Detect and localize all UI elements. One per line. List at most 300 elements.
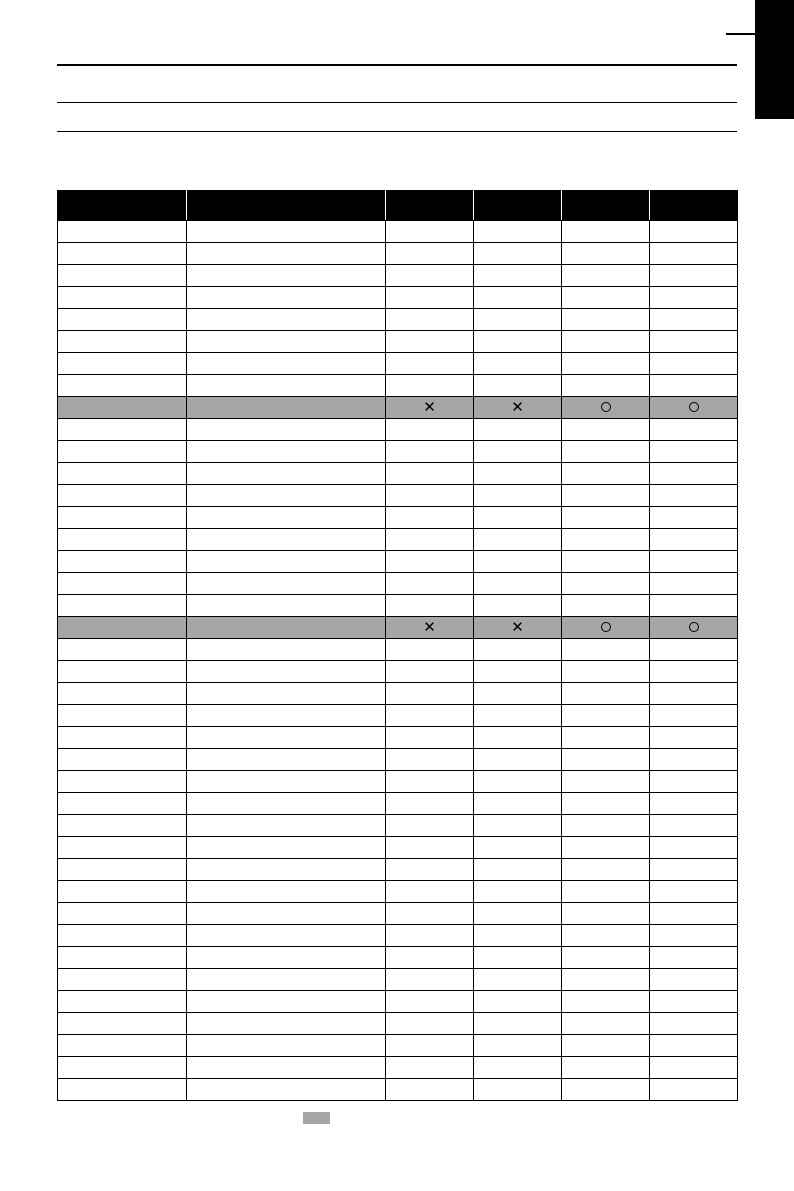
table-cell [562, 397, 650, 419]
table-cell [650, 1035, 738, 1057]
header-cell [474, 191, 562, 221]
table-cell [474, 573, 562, 595]
table-row [58, 903, 738, 925]
table-cell [474, 837, 562, 859]
table-cell [386, 1013, 474, 1035]
table-row [58, 969, 738, 991]
table-cell [650, 287, 738, 309]
middle-rule [57, 102, 737, 103]
table-cell [474, 1013, 562, 1035]
table-cell [386, 1079, 474, 1101]
table-cell [650, 507, 738, 529]
table-cell [474, 705, 562, 727]
table-cell [58, 309, 187, 331]
table-cell [474, 221, 562, 243]
table-cell [562, 353, 650, 375]
table-cell [187, 991, 386, 1013]
table-cell [650, 661, 738, 683]
table-cell [58, 551, 187, 573]
table-cell [650, 881, 738, 903]
table-cell [650, 969, 738, 991]
table-cell [386, 771, 474, 793]
table-row [58, 221, 738, 243]
table-cell [562, 749, 650, 771]
table-cell [187, 353, 386, 375]
table-cell [386, 331, 474, 353]
table-cell [187, 529, 386, 551]
table-cell [187, 309, 386, 331]
table-row [58, 793, 738, 815]
table-cell [562, 661, 650, 683]
table-row [58, 573, 738, 595]
table-cell [474, 551, 562, 573]
table-cell [187, 793, 386, 815]
table-cell [386, 397, 474, 419]
table-cell [386, 375, 474, 397]
table-cell [562, 837, 650, 859]
table-cell [386, 243, 474, 265]
table-cell [187, 683, 386, 705]
table-cell [58, 749, 187, 771]
table-cell [562, 1013, 650, 1035]
table-cell [474, 661, 562, 683]
table-cell [650, 925, 738, 947]
table-row [58, 859, 738, 881]
table-cell [474, 639, 562, 661]
table-row [58, 1035, 738, 1057]
table-cell [562, 441, 650, 463]
table-cell [474, 485, 562, 507]
table-cell [386, 463, 474, 485]
page-number-marker [303, 1112, 330, 1124]
table-cell [58, 529, 187, 551]
table-cell [386, 881, 474, 903]
table-cell [562, 265, 650, 287]
table-cell [562, 485, 650, 507]
table-cell [562, 727, 650, 749]
lower-rule [57, 131, 737, 132]
table-row [58, 947, 738, 969]
circle-mark-icon [601, 402, 611, 412]
side-section-tab [755, 0, 794, 119]
table-cell [187, 771, 386, 793]
table-cell [386, 1035, 474, 1057]
table-cell [474, 507, 562, 529]
table-row [58, 375, 738, 397]
table-cell [187, 881, 386, 903]
table-cell [58, 771, 187, 793]
table-cell [650, 419, 738, 441]
table-cell [58, 397, 187, 419]
header-cell [650, 191, 738, 221]
table-cell [386, 925, 474, 947]
table-cell [58, 1079, 187, 1101]
table-cell [386, 815, 474, 837]
table-cell [386, 749, 474, 771]
table-row [58, 485, 738, 507]
table-cell [187, 661, 386, 683]
table-cell [474, 815, 562, 837]
table-cell [187, 419, 386, 441]
table-cell [58, 639, 187, 661]
table-cell [187, 221, 386, 243]
header-cell [58, 191, 187, 221]
table-cell [474, 529, 562, 551]
table-row [58, 815, 738, 837]
table-cell [650, 947, 738, 969]
table-cell [474, 331, 562, 353]
table-cell [562, 375, 650, 397]
table-cell [562, 507, 650, 529]
table-cell [58, 793, 187, 815]
table-cell [474, 1035, 562, 1057]
table-row [58, 551, 738, 573]
table-cell [650, 1057, 738, 1079]
table-cell [386, 837, 474, 859]
table-cell [650, 749, 738, 771]
table-cell [58, 1057, 187, 1079]
table-row [58, 617, 738, 639]
table-cell [474, 1057, 562, 1079]
table-cell [386, 991, 474, 1013]
cross-mark-icon: ✕ [511, 397, 524, 416]
circle-mark-icon [601, 622, 611, 632]
table-row [58, 925, 738, 947]
table-cell [187, 639, 386, 661]
table-cell [386, 639, 474, 661]
table-row [58, 397, 738, 419]
header-cell [187, 191, 386, 221]
table-cell [187, 1035, 386, 1057]
table-row [58, 507, 738, 529]
table-row [58, 749, 738, 771]
table-cell [58, 727, 187, 749]
table-cell [562, 331, 650, 353]
table-cell [386, 705, 474, 727]
table-cell [58, 991, 187, 1013]
table-cell [474, 617, 562, 639]
table-cell [386, 947, 474, 969]
table-cell [474, 683, 562, 705]
table-row [58, 309, 738, 331]
table-cell [58, 375, 187, 397]
table-cell [386, 309, 474, 331]
table-cell [58, 881, 187, 903]
table-cell [187, 969, 386, 991]
table-cell [386, 793, 474, 815]
table-cell [650, 243, 738, 265]
table-cell [58, 265, 187, 287]
table-cell [386, 419, 474, 441]
table-cell [474, 397, 562, 419]
table-row [58, 463, 738, 485]
table-row [58, 441, 738, 463]
table-cell [650, 331, 738, 353]
table-cell [474, 243, 562, 265]
table-cell [562, 1035, 650, 1057]
table-cell [58, 1035, 187, 1057]
table-cell [58, 661, 187, 683]
table-cell [187, 243, 386, 265]
table-row [58, 837, 738, 859]
table-cell [58, 925, 187, 947]
table-cell [187, 1079, 386, 1101]
table-cell [58, 1013, 187, 1035]
table-cell [187, 287, 386, 309]
table-cell [187, 617, 386, 639]
table-row [58, 881, 738, 903]
table-cell [650, 573, 738, 595]
table-cell [474, 727, 562, 749]
table-cell [474, 595, 562, 617]
table-cell [562, 991, 650, 1013]
table-cell [58, 705, 187, 727]
table-cell [650, 551, 738, 573]
table-cell [187, 441, 386, 463]
table-cell [562, 287, 650, 309]
table-cell [187, 925, 386, 947]
table-cell [187, 1013, 386, 1035]
table-cell [474, 749, 562, 771]
table-cell [650, 771, 738, 793]
table-cell [562, 595, 650, 617]
table-cell [386, 661, 474, 683]
table-cell [58, 815, 187, 837]
table-cell [187, 1057, 386, 1079]
table-cell [650, 793, 738, 815]
table-cell [562, 881, 650, 903]
table-cell [58, 485, 187, 507]
table-cell [386, 617, 474, 639]
table-cell [187, 331, 386, 353]
table-cell [58, 463, 187, 485]
header-cell [386, 191, 474, 221]
table-cell [650, 837, 738, 859]
table-cell [187, 573, 386, 595]
cross-mark-icon: ✕ [423, 397, 436, 416]
table-cell [58, 353, 187, 375]
table-cell [650, 683, 738, 705]
table-cell [187, 595, 386, 617]
table-cell [58, 507, 187, 529]
table-cell [58, 595, 187, 617]
table-cell [562, 617, 650, 639]
table-cell [562, 683, 650, 705]
table-row [58, 1013, 738, 1035]
table-cell [58, 617, 187, 639]
table-cell [650, 815, 738, 837]
table-cell [650, 353, 738, 375]
table-cell [562, 463, 650, 485]
table-cell [187, 551, 386, 573]
table-cell [562, 1079, 650, 1101]
table-cell [386, 595, 474, 617]
table-cell [562, 243, 650, 265]
table-cell [562, 529, 650, 551]
cross-mark-icon: ✕ [423, 617, 436, 636]
table-cell [650, 485, 738, 507]
table-cell [562, 771, 650, 793]
table-cell [386, 507, 474, 529]
table-cell [187, 397, 386, 419]
table-cell [58, 573, 187, 595]
table-row [58, 353, 738, 375]
table-cell [562, 309, 650, 331]
table-cell [58, 287, 187, 309]
table-cell [474, 441, 562, 463]
table-cell [650, 221, 738, 243]
table-cell [650, 859, 738, 881]
table-cell [474, 925, 562, 947]
table-row [58, 529, 738, 551]
table-cell [474, 375, 562, 397]
table-cell [562, 815, 650, 837]
table-cell [650, 375, 738, 397]
table-cell [58, 221, 187, 243]
table-cell [386, 287, 474, 309]
table-cell [650, 903, 738, 925]
table-cell [187, 837, 386, 859]
table-cell [650, 1013, 738, 1035]
table-cell [474, 771, 562, 793]
table-cell [58, 947, 187, 969]
table-cell [562, 551, 650, 573]
table-cell [650, 441, 738, 463]
spec-table [57, 190, 738, 1101]
table-row [58, 595, 738, 617]
table-cell [58, 859, 187, 881]
table-cell [386, 573, 474, 595]
table-cell [187, 485, 386, 507]
table-cell [386, 969, 474, 991]
table-cell [650, 595, 738, 617]
table-row [58, 683, 738, 705]
table-cell [650, 463, 738, 485]
table-cell [187, 265, 386, 287]
table-row [58, 1057, 738, 1079]
table-cell [187, 507, 386, 529]
table-cell [474, 419, 562, 441]
table-row [58, 265, 738, 287]
table-cell [562, 639, 650, 661]
circle-mark-icon [689, 622, 699, 632]
table-cell [562, 1057, 650, 1079]
table-cell [650, 265, 738, 287]
table-cell [650, 727, 738, 749]
table-row [58, 705, 738, 727]
table-header-row [58, 191, 738, 221]
table-cell [187, 815, 386, 837]
table-cell [187, 705, 386, 727]
table-cell [474, 265, 562, 287]
table-cell [650, 617, 738, 639]
table-cell [562, 705, 650, 727]
table-cell [58, 683, 187, 705]
table-cell [650, 705, 738, 727]
table-cell [386, 529, 474, 551]
table-row [58, 639, 738, 661]
table-cell [562, 903, 650, 925]
table-cell [58, 441, 187, 463]
table-cell [474, 309, 562, 331]
table-cell [562, 419, 650, 441]
table-cell [187, 727, 386, 749]
table-cell [562, 859, 650, 881]
table-row [58, 661, 738, 683]
table-cell [474, 1079, 562, 1101]
table-cell [386, 859, 474, 881]
table-cell [58, 969, 187, 991]
table-row [58, 331, 738, 353]
table-cell [386, 551, 474, 573]
table-cell [187, 903, 386, 925]
table-cell [474, 969, 562, 991]
table-cell [386, 221, 474, 243]
table-cell [386, 441, 474, 463]
table-cell [187, 859, 386, 881]
table-cell [650, 309, 738, 331]
table-cell [650, 529, 738, 551]
table-cell [562, 925, 650, 947]
table-row [58, 1079, 738, 1101]
table-row [58, 243, 738, 265]
table-cell [562, 221, 650, 243]
table-cell [386, 683, 474, 705]
table-cell [650, 397, 738, 419]
top-rule [57, 64, 737, 66]
table-cell [474, 463, 562, 485]
table-row [58, 727, 738, 749]
table-cell [650, 1079, 738, 1101]
table-cell [474, 859, 562, 881]
table-cell [386, 265, 474, 287]
table-cell [187, 375, 386, 397]
cross-mark-icon: ✕ [511, 617, 524, 636]
table-cell [562, 573, 650, 595]
table-cell [474, 287, 562, 309]
table-cell [386, 1057, 474, 1079]
table-cell [474, 881, 562, 903]
table-cell [187, 749, 386, 771]
table-cell [386, 727, 474, 749]
table-row [58, 287, 738, 309]
table-cell [474, 903, 562, 925]
table-cell [58, 331, 187, 353]
table-cell [650, 639, 738, 661]
table-cell [474, 793, 562, 815]
table-cell [58, 243, 187, 265]
table-cell [650, 991, 738, 1013]
table-row [58, 771, 738, 793]
table-cell [474, 353, 562, 375]
table-cell [474, 947, 562, 969]
table-cell [187, 463, 386, 485]
table-cell [562, 947, 650, 969]
header-cell [562, 191, 650, 221]
table-row [58, 419, 738, 441]
table-cell [386, 485, 474, 507]
table-cell [562, 793, 650, 815]
circle-mark-icon [689, 402, 699, 412]
table-cell [562, 969, 650, 991]
table-row [58, 991, 738, 1013]
table-cell [187, 947, 386, 969]
table-cell [58, 837, 187, 859]
table-cell [386, 903, 474, 925]
table-cell [58, 419, 187, 441]
table-cell [386, 353, 474, 375]
table-cell [474, 991, 562, 1013]
